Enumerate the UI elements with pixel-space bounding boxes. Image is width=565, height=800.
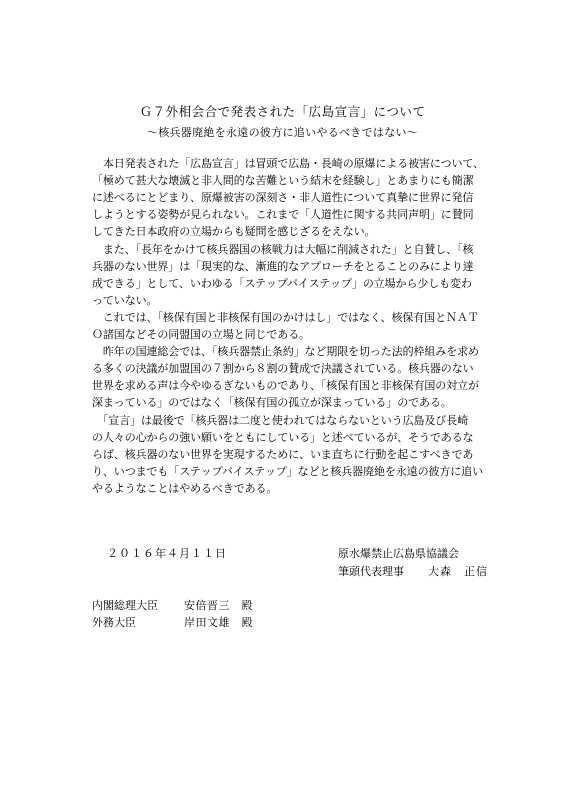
addressee-title: 内閣総理大臣 xyxy=(92,599,158,612)
body-line: 「極めて甚大な壊滅と非人間的な苦難という結末を経験し」とあまりにも簡潔 xyxy=(92,174,474,188)
body-line: の人々の心からの強い願いをともにしている」と述べているが、そうであるな xyxy=(92,430,474,444)
addressee-title: 外務大臣 xyxy=(92,616,136,629)
body-line: しようとする姿勢が見られない。これまで「人道性に関する共同声明」に賛同 xyxy=(92,208,474,222)
body-line: 成できる」として、いわゆる「ステップバイステップ」の立場から少しも変わ xyxy=(92,276,472,290)
body-line: Ｏ諸国などその同盟国の立場と同じである。 xyxy=(92,328,310,341)
body-line: り、いつまでも「ステップバイステップ」などと核兵器廃絶を永遠の彼方に追い xyxy=(92,464,483,478)
body-line: 本日発表された「広島宣言」は冒頭で広島・長崎の原爆による被害について、 xyxy=(92,157,484,170)
body-line: 「宣言」は最後で「核兵器は二度と使われてはならないという広島及び長崎 xyxy=(92,413,468,427)
signatory-role: 筆頭代表理事 xyxy=(338,565,404,578)
body-line: 世界を求める声は今やゆるぎないものであり、「核保有国と非核保有国の対立が xyxy=(92,379,479,393)
body-line: 深まっている」のではなく「核保有国の孤立が深まっている」のである。 xyxy=(92,396,452,410)
signatory-name: 大森 正信 xyxy=(428,565,488,578)
body-line: これでは、「核保有国と非核保有国のかけはし」ではなく、核保有国とＮＡＴ xyxy=(92,310,479,324)
body-line: に述べるにとどまり、原爆被害の深刻さ・非人道性について真摯に世界に発信 xyxy=(92,191,474,205)
body-line: っていない。 xyxy=(92,293,158,307)
body-line: る多くの決議が加盟国の７割から８割の賛成で決議されている。核兵器のない xyxy=(92,362,474,376)
organization-name: 原水爆禁止広島県協議会 xyxy=(338,547,459,560)
body-line: 昨年の国連総会では、「核兵器禁止条約」など期限を切った法的枠組みを求め xyxy=(92,345,479,359)
addressee-name: 岸田文雄 殿 xyxy=(184,616,253,629)
document-date: ２０１６年４月１１日 xyxy=(107,547,227,560)
body-line: してきた日本政府の立場からも疑問を感じざるをえない。 xyxy=(92,225,376,239)
body-line: 兵器のない世界」は「現実的な、漸進的なアプローチをとることのみにより達 xyxy=(92,259,474,273)
document-subtitle: ～核兵器廃絶を永遠の彼方に追いやるべきではない～ xyxy=(146,126,419,139)
body-line: やるようなことはやめるべきである。 xyxy=(92,481,278,495)
addressee-name: 安倍晋三 殿 xyxy=(184,599,253,612)
body-line: らば、核兵器のない世界を実現するために、いま直ちに行動を起こすべきであ xyxy=(92,447,474,461)
body-line: また、「長年をかけて核兵器国の核戦力は大幅に削減された」と自賛し、「核 xyxy=(92,242,474,256)
document-title: Ｇ７外相会合で発表された「広島宣言」について xyxy=(139,104,426,119)
